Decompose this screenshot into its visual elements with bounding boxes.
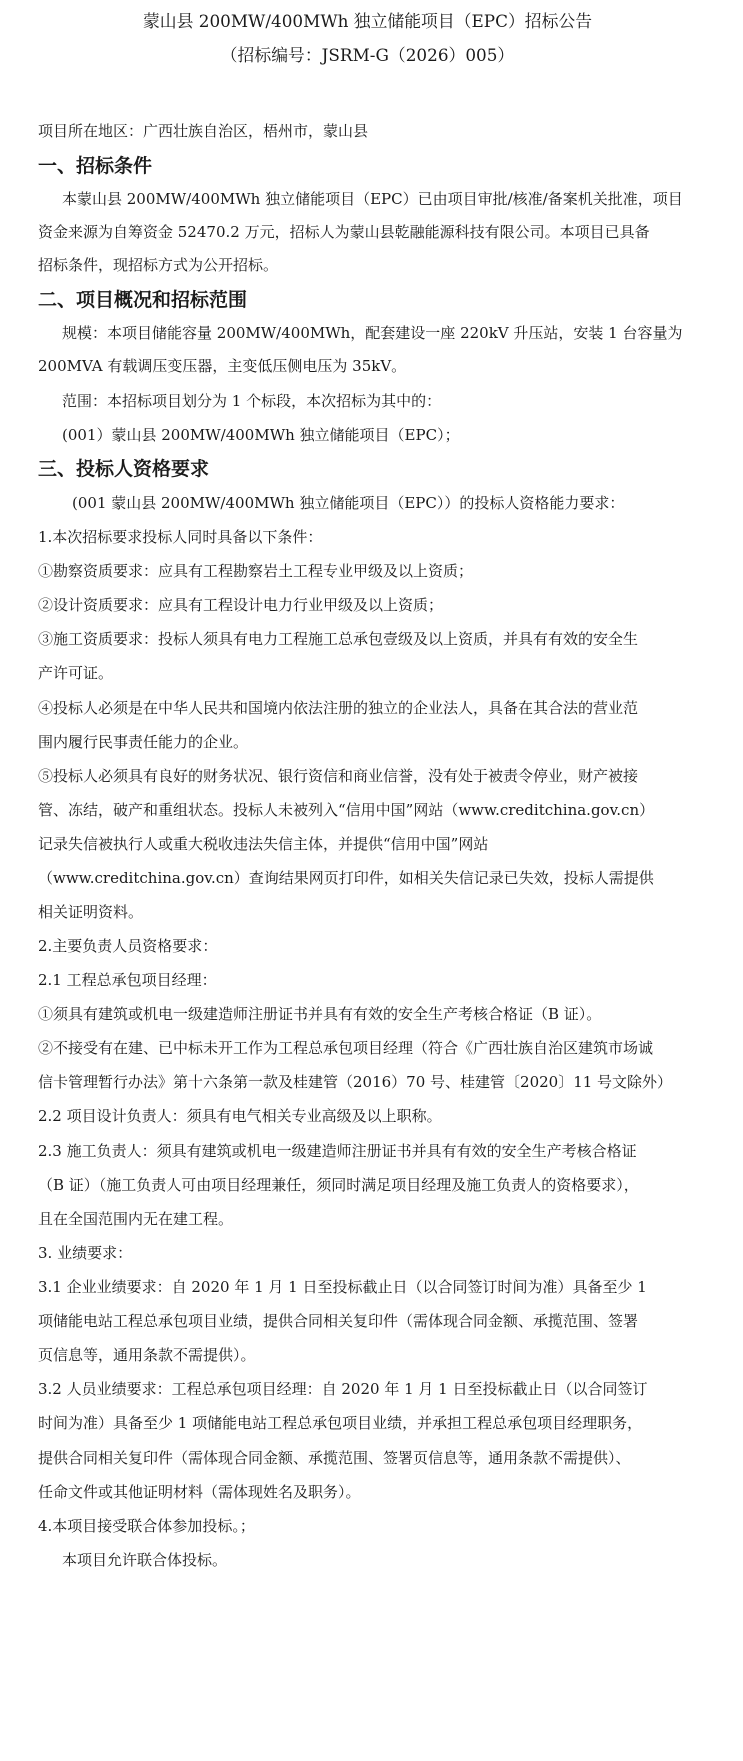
- paragraph-line: 2.1 工程总承包项目经理：: [38, 971, 217, 989]
- paragraph-line: (001）蒙山县 200MW/400MWh 独立储能项目（EPC）；: [62, 426, 460, 444]
- paragraph-line: 产许可证。: [38, 664, 114, 682]
- paragraph-line: 规模：本项目储能容量 200MW/400MWh，配套建设一座 220kV 升压站，安装 1 台容量为: [62, 324, 683, 342]
- paragraph-line: ②设计资质要求：应具有工程设计电力行业甲级及以上资质；: [38, 596, 444, 614]
- paragraph-line: 且在全国范围内无在建工程。: [38, 1210, 234, 1228]
- section-heading-overview: 二、项目概况和招标范围: [38, 289, 248, 311]
- paragraph-line: 信卡管理暂行办法》第十六条第一款及桂建管（2016）70 号、桂建管〔2020〕11 号文除外）: [38, 1073, 673, 1091]
- paragraph-line: 相关证明资料。: [38, 903, 144, 921]
- paragraph-line: 本蒙山县 200MW/400MWh 独立储能项目（EPC）已由项目审批/核准/备案机关批准，项目: [62, 190, 683, 208]
- paragraph-line: 时间为准）具备至少 1 项储能电站工程总承包项目业绩，并承担工程总承包项目经理职务，: [38, 1414, 643, 1432]
- paragraph-line: 本项目允许联合体投标。: [62, 1551, 228, 1569]
- paragraph-line: ⑤投标人必须具有良好的财务状况、银行资信和商业信誉，没有处于被责令停业，财产被接: [38, 767, 639, 785]
- paragraph-line: ①勘察资质要求：应具有工程勘察岩土工程专业甲级及以上资质；: [38, 562, 474, 580]
- paragraph-line: 项储能电站工程总承包项目业绩，提供合同相关复印件（需体现合同金额、承揽范围、签署: [38, 1312, 639, 1330]
- paragraph-line: 页信息等，通用条款不需提供）。: [38, 1346, 256, 1364]
- paragraph-line: 2.2 项目设计负责人：须具有电气相关专业高级及以上职称。: [38, 1107, 442, 1125]
- paragraph-line: （www.creditchina.gov.cn）查询结果网页打印件，如相关失信记录已失效，投标人需提供: [38, 869, 654, 887]
- document-title: 蒙山县 200MW/400MWh 独立储能项目（EPC）招标公告: [142, 12, 593, 32]
- paragraph-line: 4.本项目接受联合体参加投标。；: [38, 1517, 255, 1535]
- paragraph-line: 任命文件或其他证明材料（需体现姓名及职务）。: [38, 1483, 361, 1501]
- paragraph-line: 资金来源为自筹资金 52470.2 万元，招标人为蒙山县乾融能源科技有限公司。本项目已具备: [38, 223, 650, 241]
- paragraph-line: (001 蒙山县 200MW/400MWh 独立储能项目（EPC））的投标人资格能力要求：: [72, 494, 625, 512]
- paragraph-line: （B 证）（施工负责人可由项目经理兼任，须同时满足项目经理及施工负责人的资格要求），: [38, 1176, 639, 1194]
- paragraph-line: 范围：本招标项目划分为 1 个标段，本次招标为其中的：: [62, 392, 442, 410]
- paragraph-line: 管、冻结，破产和重组状态。投标人未被列入“信用中国”网站（www.creditchina.gov.cn）: [38, 801, 655, 819]
- paragraph-line: 招标条件，现招标方式为公开招标。: [38, 256, 279, 274]
- paragraph-line: ②不接受有在建、已中标未开工作为工程总承包项目经理（符合《广西壮族自治区建筑市场诚: [38, 1039, 654, 1057]
- paragraph-line: 围内履行民事责任能力的企业。: [38, 733, 249, 751]
- section-heading-conditions: 一、招标条件: [38, 155, 153, 177]
- paragraph-line: ①须具有建筑或机电一级建造师注册证书并具有有效的安全生产考核合格证（B 证）。: [38, 1005, 602, 1023]
- section-heading-qualification: 三、投标人资格要求: [38, 458, 210, 480]
- paragraph-line: 2.主要负责人员资格要求：: [38, 937, 218, 955]
- paragraph-line: ③施工资质要求：投标人须具有电力工程施工总承包壹级及以上资质，并具有有效的安全生: [38, 630, 639, 648]
- paragraph-line: 提供合同相关复印件（需体现合同金额、承揽范围、签署页信息等，通用条款不需提供）、: [38, 1449, 631, 1467]
- project-location: 项目所在地区：广西壮族自治区，梧州市，蒙山县: [38, 122, 369, 140]
- tender-code: （招标编号：JSRM-G（2026）005）: [220, 46, 515, 66]
- paragraph-line: 2.3 施工负责人：须具有建筑或机电一级建造师注册证书并具有有效的安全生产考核合格证: [38, 1142, 637, 1160]
- paragraph-line: 1.本次招标要求投标人同时具备以下条件：: [38, 528, 323, 546]
- paragraph-line: 记录失信被执行人或重大税收违法失信主体，并提供“信用中国”网站: [38, 835, 489, 853]
- paragraph-line: 3.2 人员业绩要求：工程总承包项目经理：自 2020 年 1 月 1 日至投标截止日（以合同签订: [38, 1380, 648, 1398]
- paragraph-line: 200MVA 有载调压变压器，主变低压侧电压为 35kV。: [38, 357, 407, 375]
- paragraph-line: ④投标人必须是在中华人民共和国境内依法注册的独立的企业法人，具备在其合法的营业范: [38, 699, 639, 717]
- paragraph-line: 3.1 企业业绩要求：自 2020 年 1 月 1 日至投标截止日（以合同签订时间为准）具备至少 1: [38, 1278, 647, 1296]
- paragraph-line: 3. 业绩要求：: [38, 1244, 133, 1262]
